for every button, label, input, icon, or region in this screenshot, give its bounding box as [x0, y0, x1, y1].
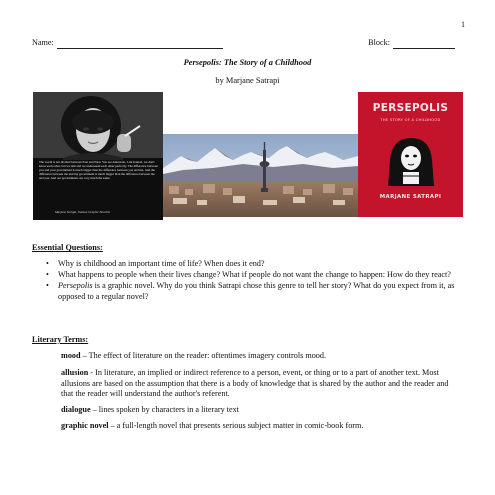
block-label: Block: — [368, 38, 390, 47]
literary-terms-heading: Literary Terms: — [32, 335, 89, 344]
list-item: • What happens to people when their lives change? What if people do not want the change to happen: How do they react? — [58, 270, 478, 281]
quote-attribution: Marjane Satrapi, Iranian Graphic Novelist — [55, 210, 110, 214]
cover-subtitle: THE STORY OF A CHILDHOOD — [380, 118, 441, 122]
author-photo-image — [33, 92, 163, 220]
author-portrait-icon — [33, 92, 163, 220]
author-line: by Marjane Satrapi — [215, 76, 280, 85]
term-dialogue — [61, 405, 461, 416]
list-item: • Why is childhood an important time of life? When does it end? — [58, 259, 478, 270]
term-name: graphic novel — [61, 421, 109, 430]
term-allusion — [61, 368, 461, 400]
book-cover-image — [358, 92, 463, 217]
term-mood — [61, 351, 461, 362]
block-field — [368, 38, 455, 49]
essential-questions-heading: Essential Questions: — [32, 243, 103, 252]
term-name: mood — [61, 351, 81, 360]
document-title: Persepolis: The Story of a Childhood — [183, 58, 312, 67]
term-definition: - In literature, an implied or indirect reference to a person, event, or thing or to a part of another text. Most allusions are based on the assumption that there is a body of knowledge that is shared by the author and the reader and that the reader will understand the author's referent. — [61, 368, 449, 398]
term-definition: – a full-length novel that presents serious subject matter in comic-book form. — [108, 421, 364, 430]
term-name: allusion — [61, 368, 89, 377]
name-label: Name: — [32, 38, 54, 47]
block-field-line[interactable] — [393, 40, 455, 49]
name-field-line[interactable] — [57, 40, 223, 49]
author-quote: The world is not divided between East and West. You are American, I am Iranian, we don't know each other, but we talk and we understand each other perfectly. The difference between you and your government is much bigger than the difference between you and me. And the difference between me and my government is much bigger than the difference between me and you. And our governments are very much the same. — [39, 160, 158, 181]
term-name: dialogue — [61, 405, 91, 414]
cover-author: MARJANE SATRAPI — [379, 194, 442, 200]
term-definition: – lines spoken by characters in a literary text — [90, 405, 240, 414]
tehran-skyline-image — [163, 134, 358, 217]
page-number: 1 — [461, 20, 465, 29]
term-graphic-novel — [61, 421, 461, 432]
name-block-row — [32, 38, 455, 50]
list-item: • Persepolis is a graphic novel. Why do you think Satrapi chose this genre to tell her story? What do you expect from it, as opposed to a regular novel? — [58, 281, 478, 302]
term-definition: – The effect of literature on the reader: oftentimes imagery controls mood. — [80, 351, 327, 360]
cityscape-image — [163, 134, 358, 217]
veiled-girl-icon — [386, 136, 436, 188]
cover-title: PERSEPOLIS — [372, 102, 449, 114]
essential-questions-list — [46, 259, 478, 303]
